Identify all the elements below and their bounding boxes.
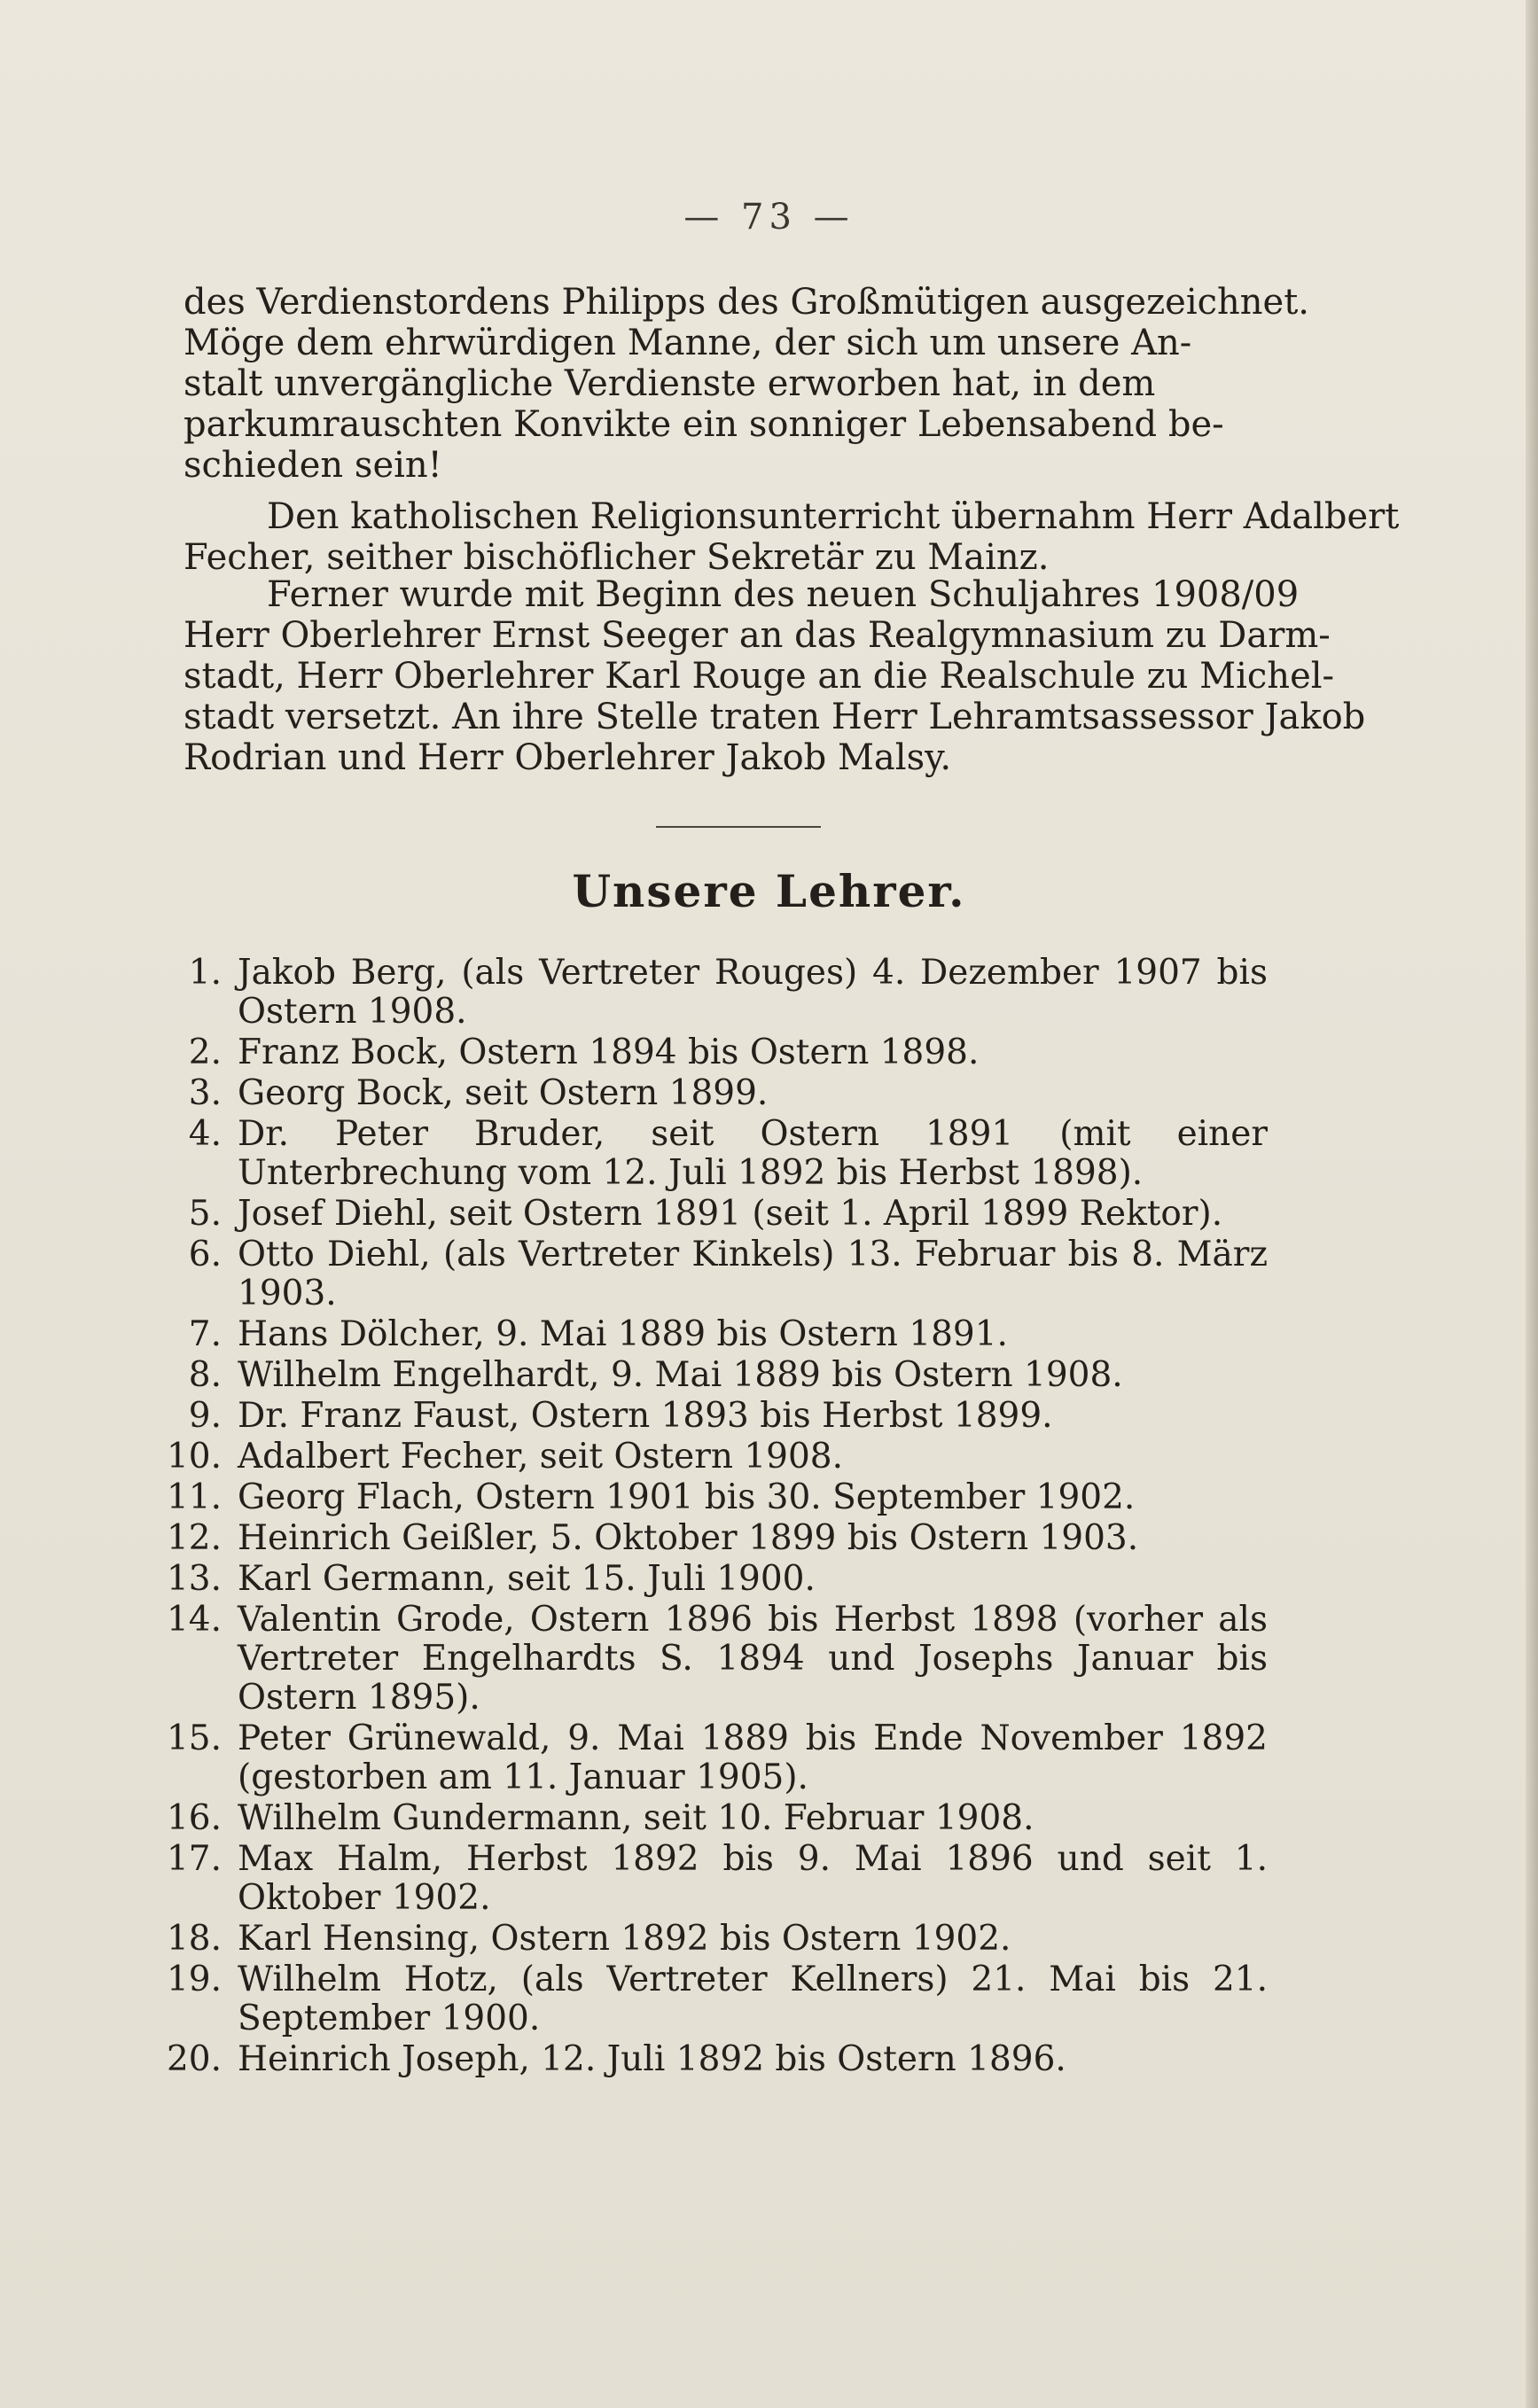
list-item (142, 1115, 1268, 1193)
text-line: des Verdienstordens Philipps des Großmütigen ausgezeichnet. (183, 282, 1309, 323)
list-item (142, 1920, 1268, 1959)
item-number: 15. (166, 1718, 222, 1758)
paragraph-2 (183, 496, 1400, 578)
list-item (142, 1478, 1268, 1517)
text-line: Fecher, seither bischöflicher Sekretär zu Mainz. (183, 537, 1050, 578)
item-number: 9. (188, 1396, 222, 1436)
item-number: 12. (166, 1518, 222, 1558)
text-line: Ferner wurde mit Beginn des neuen Schuljahres 1908/09 (267, 574, 1300, 615)
text-line: Möge dem ehrwürdigen Manne, der sich um unsere An- (183, 323, 1192, 363)
item-number: 19. (166, 1960, 222, 1999)
item-text: Peter Grünewald, 9. Mai 1889 bis Ende November 1892 (gestorben am 11. Januar 1905). (238, 1718, 1268, 1797)
item-text: Hans Dölcher, 9. Mai 1889 bis Ostern 1891. (238, 1314, 1008, 1354)
item-text: Wilhelm Hotz, (als Vertreter Kellners) 21. Mai bis 21. September 1900. (238, 1960, 1268, 2038)
item-text: Adalbert Fecher, seit Ostern 1908. (238, 1437, 843, 1477)
item-text: Josef Diehl, seit Ostern 1891 (seit 1. April 1899 Rektor). (238, 1194, 1223, 1234)
item-text: Georg Flach, Ostern 1901 bis 30. September 1902. (238, 1477, 1136, 1517)
list-item (142, 1397, 1268, 1436)
item-text: Karl Hensing, Ostern 1892 bis Ostern 1902. (238, 1919, 1011, 1959)
item-number: 16. (166, 1798, 222, 1838)
item-text: Jakob Berg, (als Vertreter Rouges) 4. Dezember 1907 bis Ostern 1908. (238, 953, 1268, 1032)
text-line: schieden sein! (183, 445, 442, 486)
text-line: stadt, Herr Oberlehrer Karl Rouge an die Realschule zu Michel- (183, 656, 1335, 697)
item-number: 14. (166, 1600, 222, 1640)
text-line: stalt unvergängliche Verdienste erworben hat, in dem (183, 363, 1156, 404)
list-item (142, 1195, 1268, 1234)
list-item (142, 2040, 1268, 2079)
list-item (142, 1235, 1268, 1313)
item-number: 4. (188, 1114, 222, 1154)
item-number: 13. (166, 1559, 222, 1599)
text-line: stadt versetzt. An ihre Stelle traten Herr Lehramtsassessor Jakob (183, 697, 1366, 737)
text-line: Rodrian und Herr Oberlehrer Jakob Malsy. (183, 737, 952, 778)
paragraph-3 (183, 574, 1366, 778)
item-text: Valentin Grode, Ostern 1896 bis Herbst 1898 (vorher als Vertreter Engelhardts S. 1894 und Josephs Januar bis Ostern 1895). (238, 1600, 1268, 1718)
item-text: Wilhelm Gundermann, seit 10. Februar 1908. (238, 1798, 1034, 1838)
item-number: 6. (188, 1235, 222, 1274)
item-text: Wilhelm Engelhardt, 9. Mai 1889 bis Ostern 1908. (238, 1355, 1123, 1395)
text-line: Herr Oberlehrer Ernst Seeger an das Realgymnasium zu Darm- (183, 615, 1331, 656)
item-text: Otto Diehl, (als Vertreter Kinkels) 13. Februar bis 8. März 1903. (238, 1235, 1268, 1313)
item-text: Dr. Franz Faust, Ostern 1893 bis Herbst 1899. (238, 1396, 1053, 1436)
item-text: Max Halm, Herbst 1892 bis 9. Mai 1896 und seit 1. Oktober 1902. (238, 1839, 1268, 1918)
item-number: 3. (188, 1073, 222, 1113)
list-item (142, 1601, 1268, 1718)
item-number: 2. (188, 1033, 222, 1072)
text-line: Den katholischen Religionsunterricht übernahm Herr Adalbert (267, 496, 1400, 537)
item-number: 20. (166, 2039, 222, 2079)
item-number: 10. (166, 1437, 222, 1477)
item-text: Heinrich Geißler, 5. Oktober 1899 bis Ostern 1903. (238, 1518, 1139, 1558)
item-text: Georg Bock, seit Ostern 1899. (238, 1073, 769, 1113)
item-number: 5. (188, 1194, 222, 1234)
text-line: parkumrauschten Konvikte ein sonniger Lebensabend be- (183, 404, 1224, 445)
list-item (142, 1719, 1268, 1797)
teacher-list (142, 954, 1268, 2081)
list-item (142, 1840, 1268, 1918)
section-title: Unsere Lehrer. (572, 865, 966, 917)
item-number: 7. (188, 1314, 222, 1354)
list-item (142, 1074, 1268, 1113)
list-item (142, 1315, 1268, 1354)
item-text: Franz Bock, Ostern 1894 bis Ostern 1898. (238, 1033, 980, 1072)
item-text: Dr. Peter Bruder, seit Ostern 1891 (mit einer Unterbrechung vom 12. Juli 1892 bis Herbst 1898). (238, 1114, 1268, 1193)
page-number: — 73 — (683, 197, 855, 238)
list-item (142, 1799, 1268, 1838)
list-item (142, 1033, 1268, 1072)
list-item (142, 1356, 1268, 1395)
item-number: 8. (188, 1355, 222, 1395)
list-item (142, 1960, 1268, 2038)
item-number: 1. (188, 953, 222, 993)
item-number: 18. (166, 1919, 222, 1959)
paragraph-1 (183, 282, 1309, 486)
list-item (142, 954, 1268, 1032)
list-item (142, 1560, 1268, 1599)
item-text: Karl Germann, seit 15. Juli 1900. (238, 1559, 816, 1599)
item-number: 17. (166, 1839, 222, 1879)
list-item (142, 1438, 1268, 1477)
page-edge-shadow (1526, 0, 1538, 2408)
section-divider (656, 826, 821, 828)
list-item (142, 1519, 1268, 1558)
item-text: Heinrich Joseph, 12. Juli 1892 bis Ostern 1896. (238, 2039, 1066, 2079)
item-number: 11. (166, 1477, 222, 1517)
